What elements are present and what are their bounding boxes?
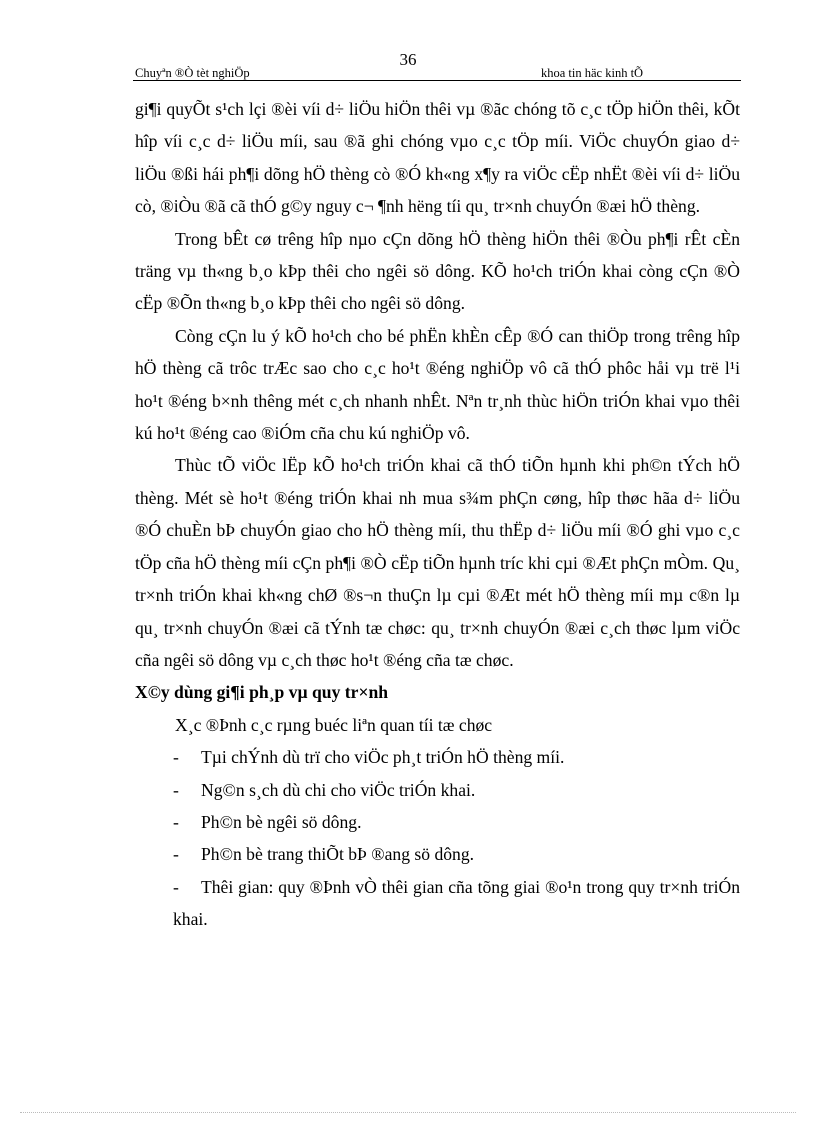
list-item-text: Tµi chÝnh dù trï cho viÖc ph¸t triÓn hÖ thèng míi. — [201, 747, 565, 768]
section-heading: X©y dùng gi¶i ph¸p vµ quy tr×nh — [135, 682, 389, 703]
header-rule — [133, 80, 741, 81]
bullet-dash: - — [173, 747, 179, 768]
page-number: 36 — [399, 50, 417, 69]
list-item-text: Ph©n bè trang thiÕt bÞ ®ang sö dông. — [201, 844, 475, 865]
bullet-dash: - — [173, 811, 179, 832]
section-intro: X¸c ®Þnh c¸c rµng buéc liªn quan tíi tæ chøc — [175, 714, 493, 735]
list-item — [135, 741, 740, 773]
bullet-dash: - — [173, 779, 179, 800]
paragraph-1: gi¶i quyÕt s¹ch lçi ®èi víi d÷ liÖu hiÖn thêi vµ ®ãc chóng tõ c¸c tÖp hiÖn thêi, kÕt hîp víi c¸c d÷ liÖu míi, sau ®ã ghi chóng vµo c¸c tÖp míi. ViÖc chuyÓn giao d÷ liÖu ®ßi hái ph¶i dõng hÖ thèng cò ®Ó kh«ng x¶y ra viÖc cËp nhËt ®èi víi d÷ liÖu cò, ®iÒu ®ã cã thÓ g©y nguy c¬ ¶nh hëng tíi qu¸ tr×nh chuyÓn ®æi hÖ thèng. — [135, 99, 740, 217]
paragraph-2: Trong bÊt cø trêng hîp nµo cÇn dõng hÖ thèng hiÖn thêi ®Òu ph¶i rÊt cÈn träng vµ th«ng b¸o kÞp thêi cho ngêi sö dông. KÕ ho¹ch triÓn khai còng cÇn ®Ò cËp ®Õn th«ng b¸o kÞp thêi cho ngêi sö dông. — [135, 228, 740, 314]
header-title-left: Chuyªn ®Ò tèt nghiÖp — [135, 66, 250, 80]
paragraph-3: Còng cÇn lu ý kÕ ho¹ch cho bé phËn khÈn cÊp ®Ó can thiÖp trong trêng hîp hÖ thèng cã trôc trÆc sao cho c¸c ho¹t ®éng nghiÖp vô cã thÓ phôc håi vµ trë l¹i ho¹t ®éng b×nh thêng mét c¸ch nhanh nhÊt. Nªn tr¸nh thùc hiÖn triÓn khai vµo thêi kú ho¹t ®éng cao ®iÓm cña chu kú nghiÖp vô. — [135, 325, 740, 444]
list-item — [135, 871, 740, 936]
bullet-dash: - — [173, 844, 179, 865]
bullet-dash: - — [173, 876, 179, 897]
page-bottom-rule — [20, 1112, 796, 1113]
header-title-right: khoa tin häc kinh tÕ — [541, 66, 644, 80]
paragraph-4: Thùc tÕ viÖc lËp kÕ ho¹ch triÓn khai cã thÓ tiÕn hµnh khi ph©n tÝch hÖ thèng. Mét sè ho¹t ®éng triÓn khai nh mua s¾m phÇn cøng, hîp thøc hãa d÷ liÖu ®Ó chuÈn bÞ chuyÓn giao cho hÖ thèng míi, thu thËp d÷ liÖu míi ®Ó ghi vµo c¸c tÖp cña hÖ thèng míi cÇn ph¶i ®Ò cËp tiÕn hµnh tríc khi cµi ®Æt phÇn mÒm. Qu¸ tr×nh triÓn khai kh«ng chØ ®s¬n thuÇn lµ cµi ®Æt mét hÖ thèng míi mµ c®n lµ qu¸ tr×nh chuyÓn ®æi cã tÝnh tæ chøc: qu¸ tr×nh chuyÓn ®æi c¸ch thøc lµm viÖc cña ngêi sö dông vµ c¸ch thøc ho¹t ®éng cña tæ chøc. — [135, 455, 740, 670]
list-item — [135, 806, 740, 838]
list-item — [135, 838, 740, 870]
list-item — [135, 774, 740, 806]
list-item-text: Ph©n bè ngêi sö dông. — [201, 811, 362, 832]
list-item-text: Thêi gian: quy ®Þnh vÒ thêi gian cña tõng giai ®o¹n trong quy tr×nh triÓn khai. — [173, 876, 740, 930]
document-body — [135, 93, 740, 936]
list-item-text: Ng©n s¸ch dù chi cho viÖc triÓn khai. — [201, 779, 476, 800]
